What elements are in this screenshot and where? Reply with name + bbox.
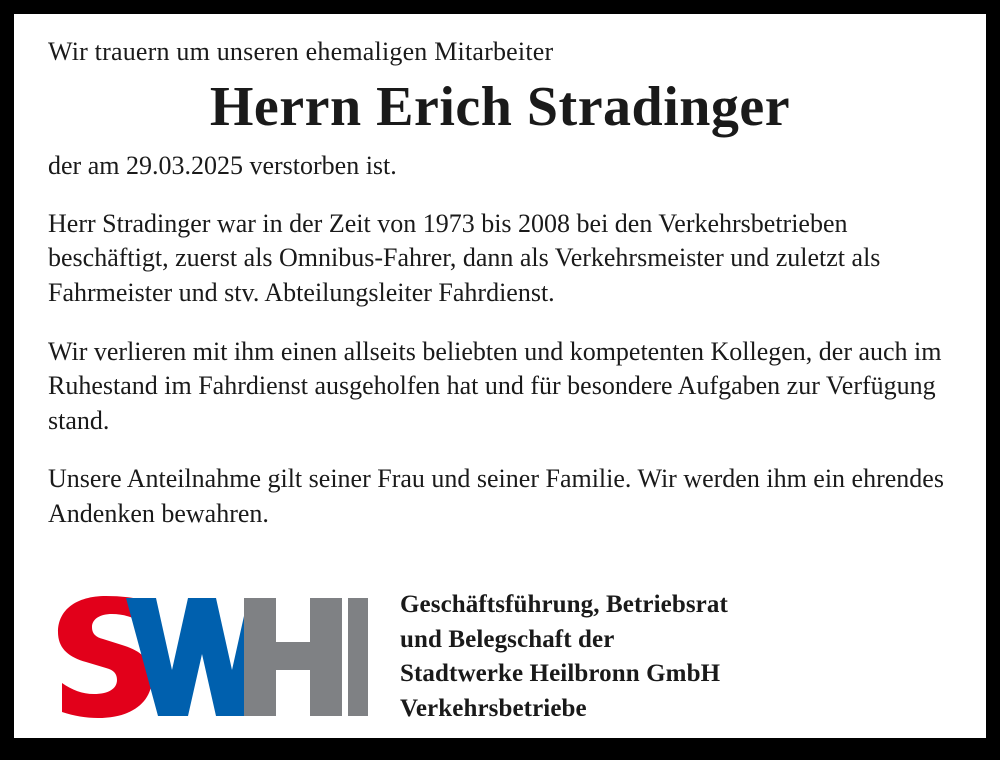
obituary-paragraph-2: Wir verlieren mit ihm einen allseits beliebten und kompetenten Kollegen, der auch im Ruhestand im Fahrdienst ausgeholfen hat und für besondere Aufgaben zur Verfügung stand.: [48, 336, 942, 435]
signer-line-4: Verkehrsbetriebe: [400, 694, 587, 722]
intro-line: Wir trauern um unseren ehemaligen Mitarbeiter: [48, 37, 554, 66]
stadtwerke-heilbronn-logo: [48, 588, 368, 718]
signer-line-2: und Belegschaft der: [400, 625, 615, 653]
deceased-name: Herrn Erich Stradinger: [209, 76, 791, 139]
swhn-logo-icon: [48, 588, 368, 718]
signature-block: [48, 582, 952, 726]
signer-text: [368, 582, 952, 726]
obituary-content: [14, 14, 986, 738]
signer-line-3: Stadtwerke Heilbronn GmbH: [400, 660, 721, 687]
obituary-paragraph-3: Unsere Anteilnahme gilt seiner Frau und seiner Familie. Wir werden ihm ein ehrendes Andenken bewahren.: [48, 464, 944, 528]
obituary-paragraph-1: Herr Stradinger war in der Zeit von 1973 bis 2008 bei den Verkehrsbetrieben beschäftigt, zuerst als Omnibus-Fahrer, dann als Verkehrsmeister und zuletzt als Fahrmeister und stv. Abteilungsleiter Fahrdienst.: [48, 208, 881, 307]
death-date-line: der am 29.03.2025 verstorben ist.: [48, 150, 397, 180]
signer-line-1: Geschäftsführung, Betriebsrat: [400, 591, 728, 618]
